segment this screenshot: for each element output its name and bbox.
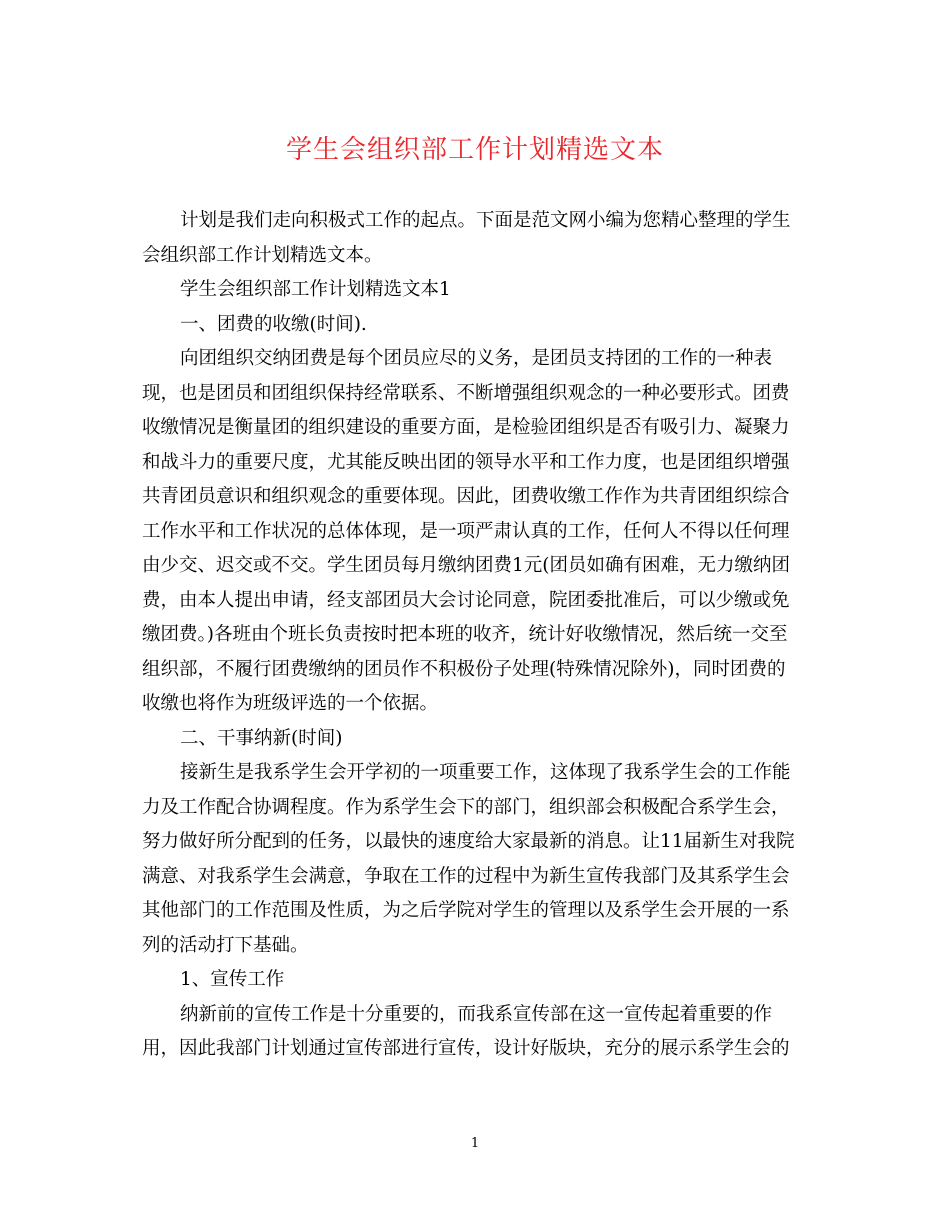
paragraph-line: 列的活动打下基础。: [142, 934, 309, 956]
paragraph-line: 和战斗力的重要尺度，尤其能反映出团的领导水平和工作力度，也是团组织增强: [142, 451, 790, 473]
paragraph-first-line: 1、宣传工作: [180, 969, 285, 990]
paragraph-line: 努力做好所分配到的任务，以最快的速度给大家最新的消息。让11届新生对我院: [142, 831, 795, 852]
paragraph-first-line: 二、干事纳新(时间): [180, 727, 343, 749]
paragraph-first-line: 接新生是我系学生会开学初的一项重要工作，这体现了我系学生会的工作能: [180, 762, 791, 783]
paragraph-line: 工作水平和工作状况的总体体现，是一项严肃认真的工作，任何人不得以任何理: [142, 520, 790, 542]
paragraph-line: 由少交、迟交或不交。学生团员每月缴纳团费1元(团员如确有困难，无力缴纳团: [142, 555, 790, 576]
paragraph-first-line: 计划是我们走向积极式工作的起点。下面是范文网小编为您精心整理的学生: [180, 210, 791, 231]
paragraph-line: 力及工作配合协调程度。作为系学生会下的部门，组织部会积极配合系学生会，: [142, 796, 790, 818]
page-number: 1: [470, 1136, 480, 1151]
paragraph-line: 会组织部工作计划精选文本。: [142, 244, 383, 266]
paragraph-first-line: 学生会组织部工作计划精选文本1: [180, 279, 451, 300]
paragraph-line: 其他部门的工作范围及性质，为之后学院对学生的管理以及系学生会开展的一系: [142, 900, 790, 921]
paragraph-line: 满意、对我系学生会满意，争取在工作的过程中为新生宣传我部门及其系学生会: [142, 865, 790, 887]
document-title: 学生会组织部工作计划精选文本: [285, 135, 664, 165]
paragraph-line: 费，由本人提出申请，经支部团员大会讨论同意，院团委批准后，可以少缴或免: [142, 589, 790, 611]
paragraph-line: 用，因此我部门计划通过宣传部进行宣传，设计好版块，充分的展示系学生会的: [142, 1038, 790, 1059]
paragraph-first-line: 一、团费的收缴(时间).: [180, 313, 367, 335]
paragraph-first-line: 向团组织交纳团费是每个团员应尽的义务，是团员支持团的工作的一种表: [180, 348, 773, 369]
paragraph-line: 现，也是团员和团组织保持经常联系、不断增强组织观念的一种必要形式。团费: [142, 382, 790, 404]
paragraph-line: 组织部，不履行团费缴纳的团员作不积极份子处理(特殊情况除外)，同时团费的: [142, 658, 786, 680]
paragraph-line: 缴团费。)各班由个班长负责按时把本班的收齐，统计好收缴情况，然后统一交至: [142, 624, 788, 645]
document-body: [142, 204, 814, 1067]
paragraph-line: 收缴情况是衡量团的组织建设的重要方面，是检验团组织是否有吸引力、凝聚力: [142, 417, 790, 438]
paragraph-line: 收缴也将作为班级评选的一个依据。: [142, 693, 439, 714]
paragraph-first-line: 纳新前的宣传工作是十分重要的，而我系宣传部在这一宣传起着重要的作: [180, 1003, 773, 1025]
paragraph-line: 共青团员意识和组织观念的重要体现。因此，团费收缴工作作为共青团组织综合: [142, 486, 790, 507]
